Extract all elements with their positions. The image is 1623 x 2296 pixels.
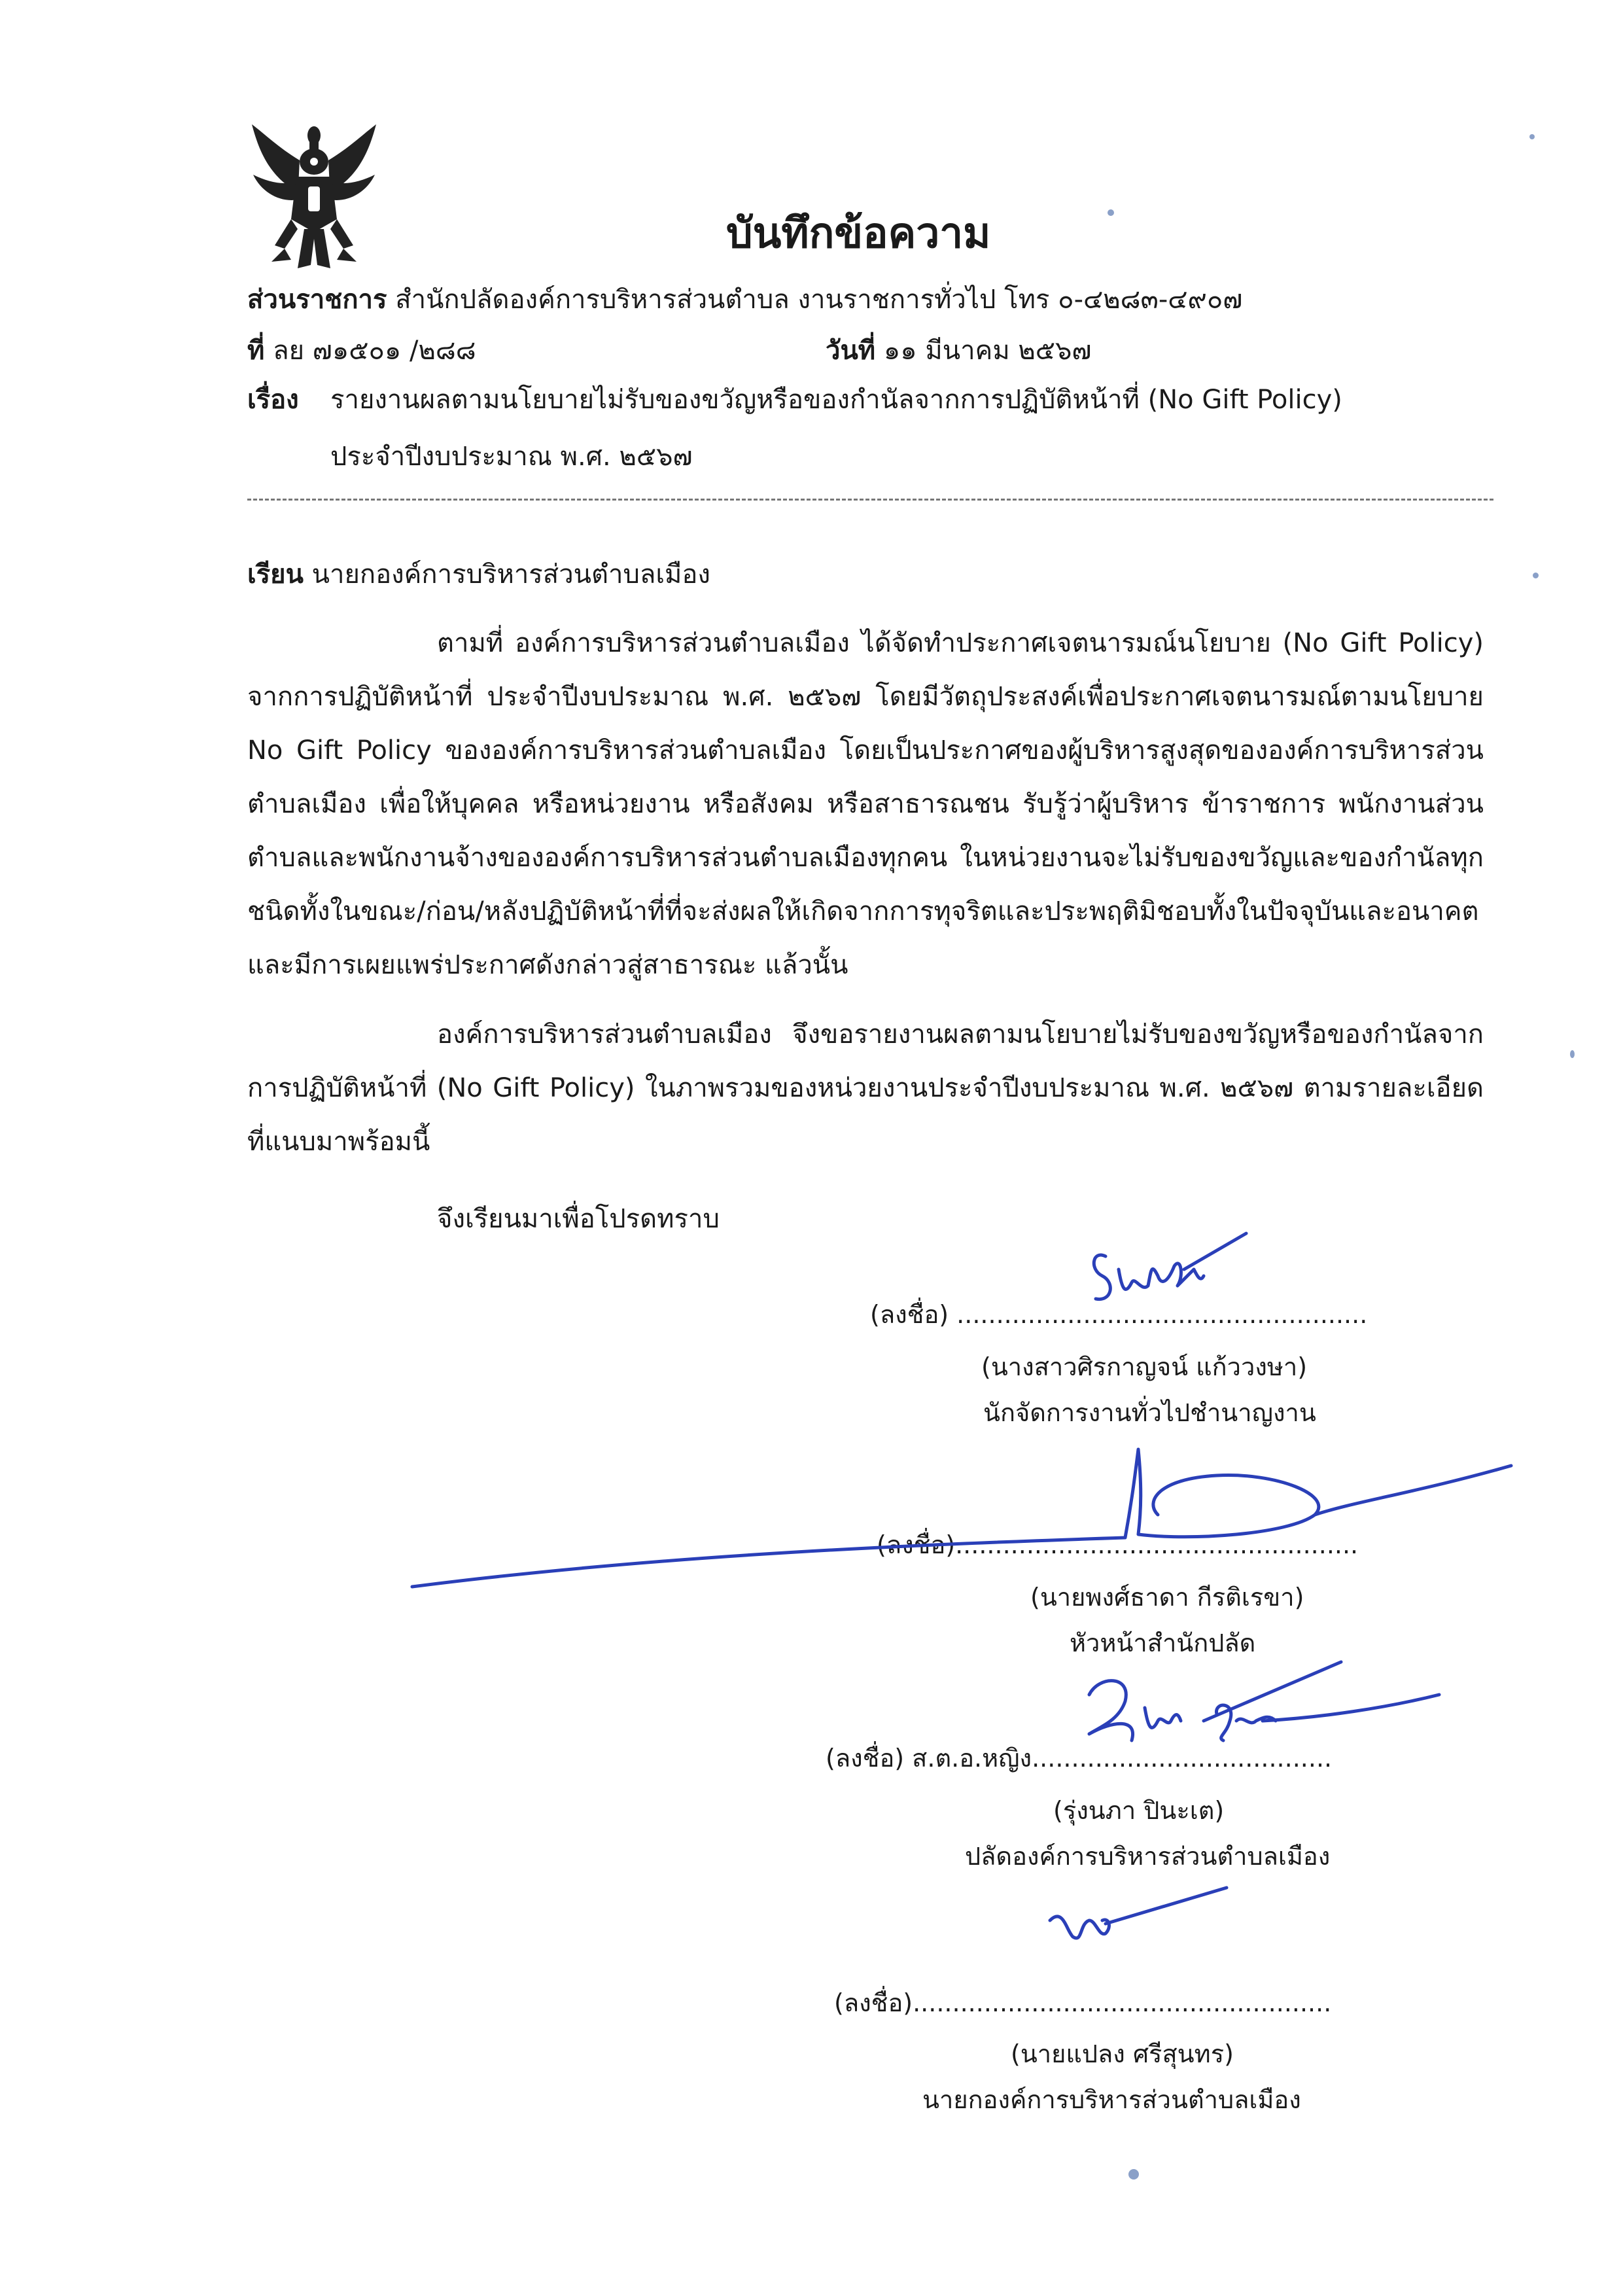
subject-row <box>247 378 299 420</box>
salutation-label: เรียน <box>247 559 304 590</box>
scan-speck <box>1529 134 1535 139</box>
signer-name-4: (นายแปลง ศรีสุนทร) <box>1011 2040 1234 2068</box>
memo-title: บันทึกข้อความ <box>726 209 991 258</box>
signer-position-3: ปลัดองค์การบริหารส่วนตำบลเมือง <box>965 1842 1331 1871</box>
reference-row <box>247 329 476 371</box>
scan-speck <box>1128 2169 1139 2180</box>
reference-value: ลย ๗๑๕๐๑ /๒๘๘ <box>273 336 476 366</box>
reference-label: ที่ <box>247 336 265 366</box>
signer-position-4: นายกองค์การบริหารส่วนตำบลเมือง <box>922 2085 1301 2114</box>
agency-value: สำนักปลัดองค์การบริหารส่วนตำบล งานราชการทั่วไป โทร ๐-๔๒๘๓-๔๙๐๗ <box>395 285 1243 315</box>
header-divider <box>247 499 1493 501</box>
sign-line-1: (ลงชื่อ) .................................................... <box>870 1300 1368 1329</box>
sign-line-4: (ลงชื่อ)..................................................... <box>834 1988 1332 2017</box>
date-value: ๑๑ มีนาคม ๒๕๖๗ <box>883 336 1092 366</box>
body-paragraph-2: องค์การบริหารส่วนตำบลเมือง จึงขอรายงานผลตามนโยบายไม่รับของขวัญหรือของกำนัลจากการปฏิบัติหน้าที่ (No Gift Policy) ในภาพรวมของหน่วยงานประจำปีงบประมาณ พ.ศ. ๒๕๖๗ ตามรายละเอียดที่แนบมาพร้อมนี้ <box>247 1019 1484 1157</box>
signer-name-1: (นางสาวศิรกาญจน์ แก้ววงษา) <box>981 1352 1308 1381</box>
subject-line-1: รายงานผลตามนโยบายไม่รับของขวัญหรือของกำนัลจากการปฏิบัติหน้าที่ (No Gift Policy) <box>330 385 1342 415</box>
sign-line-3: (ลงชื่อ) ส.ต.อ.หญิง...................................... <box>826 1744 1333 1773</box>
salutation-value: นายกองค์การบริหารส่วนตำบลเมือง <box>311 559 710 590</box>
closing-line: จึงเรียนมาเพื่อโปรดทราบ <box>437 1204 720 1234</box>
signature-2-icon <box>406 1436 1518 1600</box>
scan-speck <box>1108 209 1114 216</box>
subject-line-2: ประจำปีงบประมาณ พ.ศ. ๒๕๖๗ <box>330 442 693 472</box>
date-label: วันที่ <box>826 336 876 366</box>
scan-speck <box>1533 573 1539 578</box>
signer-position-1: นักจัดการงานทั่วไปชำนาญงาน <box>983 1398 1316 1427</box>
scan-speck <box>1570 1050 1575 1058</box>
signature-1-icon <box>1086 1230 1256 1322</box>
body-paragraph-1: ตามที่ องค์การบริหารส่วนตำบลเมือง ได้จัดทำประกาศเจตนารมณ์นโยบาย (No Gift Policy) จากการปฏิบัติหน้าที่ ประจำปีงบประมาณ พ.ศ. ๒๕๖๗ โดยมีวัตถุประสงค์เพื่อประกาศเจตนารมณ์ตามนโยบาย No Gift Policy ขององค์การบริหารส่วนตำบลเมือง โดยเป็นประกาศของผู้บริหารสูงสุดขององค์การบริหารส่วนตำบลเมือง เพื่อให้บุคคล หรือหน่วยงาน หรือสังคม หรือสาธารณชน รับรู้ว่าผู้บริหาร ข้าราชการ พนักงานส่วนตำบลและพนักงานจ้างขององค์การบริหารส่วนตำบลเมืองทุกคน ในหน่วยงานจะไม่รับของขวัญและของกำนัลทุกชนิดทั้งในขณะ/ก่อน/หลังปฏิบัติหน้าที่ที่จะส่งผลให้เกิดจากการทุจริตและประพฤติมิชอบทั้งในปัจจุบันและอนาคต และมีการเผยแพร่ประกาศดังกล่าวสู่สาธารณะ แล้วนั้น <box>247 628 1484 980</box>
signature-3-icon <box>1073 1655 1465 1767</box>
date-row <box>826 329 1092 371</box>
signer-name-3: (รุ่งนภา ปินะเต) <box>1053 1796 1225 1825</box>
sign-line-2: (ลงชื่อ)................................................... <box>877 1530 1359 1559</box>
subject-label: เรื่อง <box>247 385 299 415</box>
agency-label: ส่วนราชการ <box>247 285 387 315</box>
signature-4-icon <box>1047 1884 1236 1996</box>
salutation-row <box>247 553 710 595</box>
agency-row <box>247 278 1242 320</box>
signer-position-2: หัวหน้าสำนักปลัด <box>1070 1629 1256 1657</box>
garuda-emblem-icon <box>245 121 383 278</box>
signer-name-2: (นายพงศ์ธาดา กีรติเรขา) <box>1030 1583 1304 1612</box>
